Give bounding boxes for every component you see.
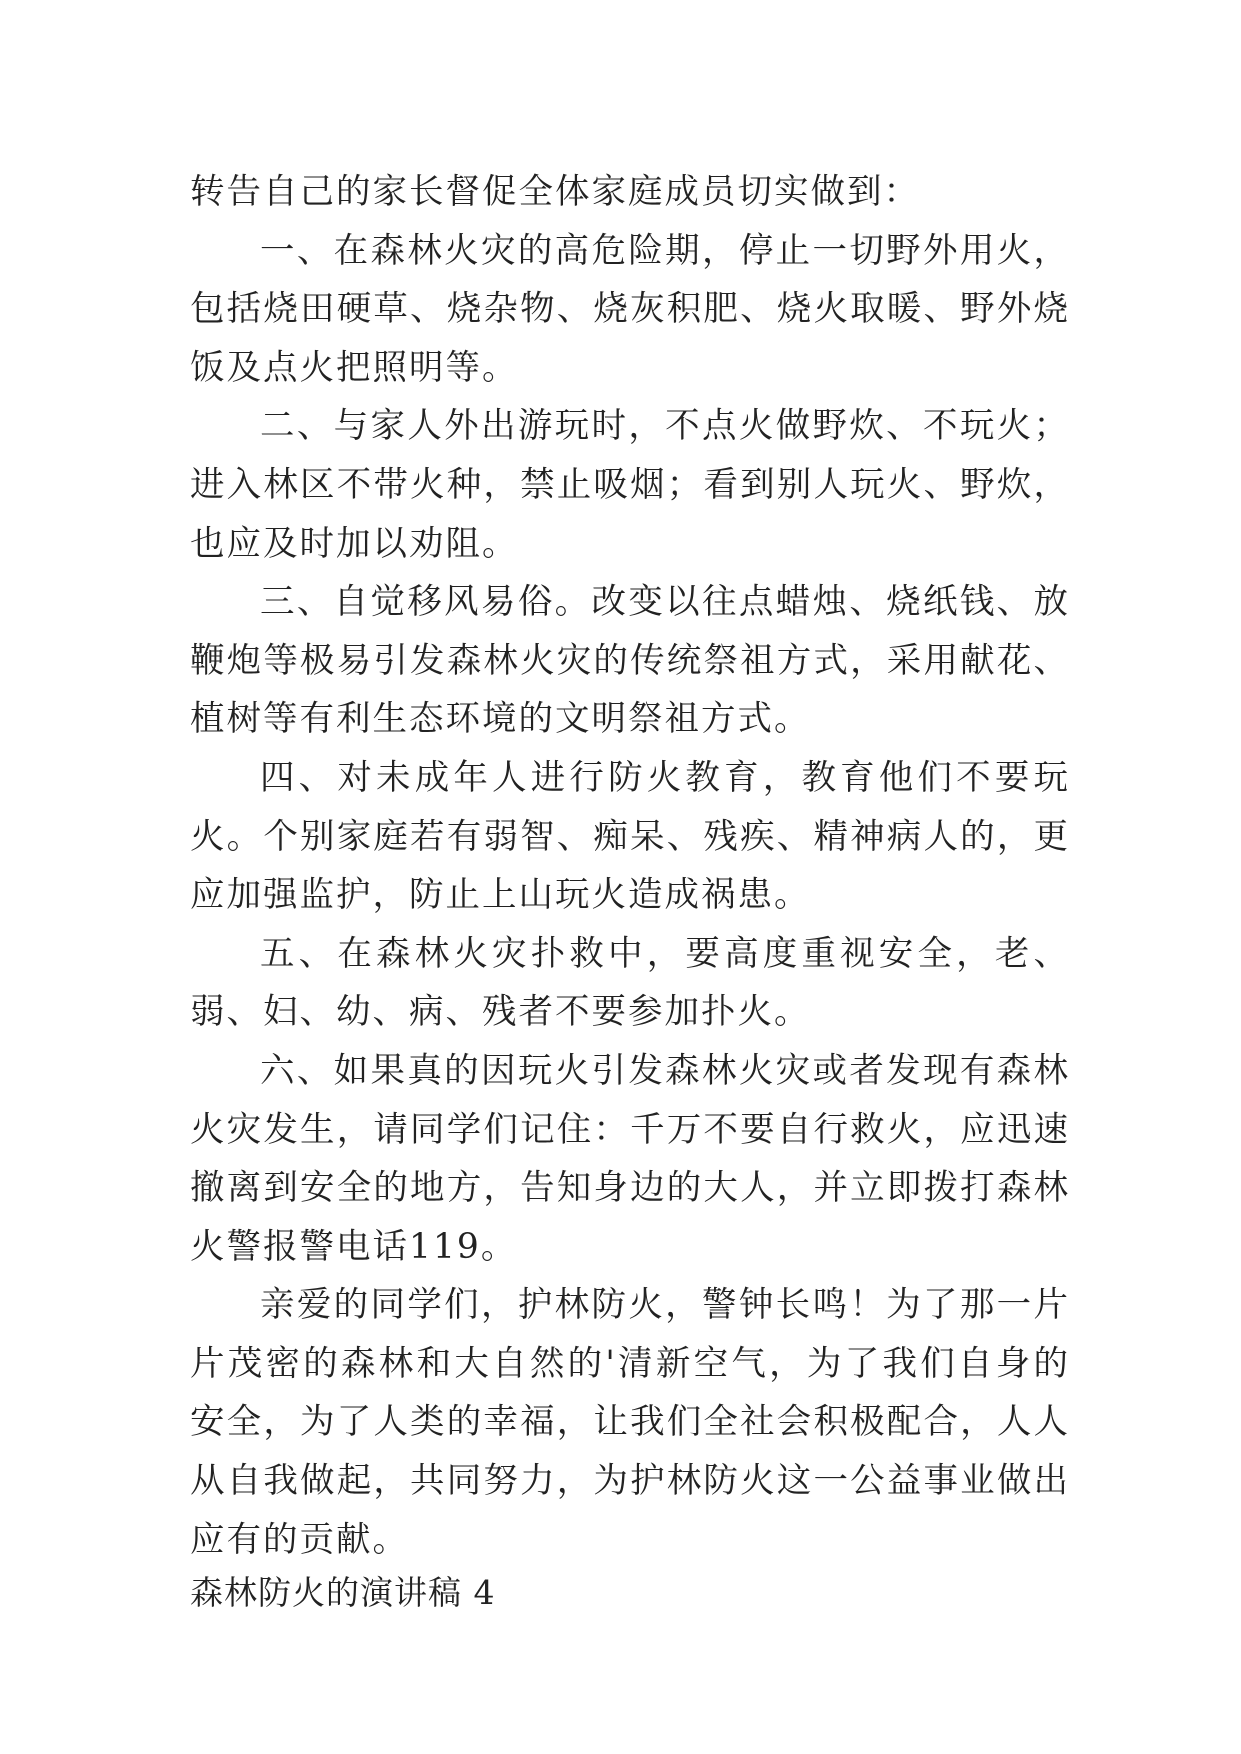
document-body bbox=[190, 163, 1070, 1617]
section-heading: 森林防火的演讲稿 4 bbox=[190, 1573, 496, 1613]
paragraph-item-5: 五、在森林火灾扑救中，要高度重视安全，老、弱、妇、幼、病、残者不要参加扑火。 bbox=[190, 933, 1070, 1033]
paragraph-item-6: 六、如果真的因玩火引发森林火灾或者发现有森林火灾发生，请同学们记住：千万不要自行救火，应迅速撤离到安全的地方，告知身边的大人，并立即拨打森林火警报警电话119。 bbox=[190, 1050, 1070, 1267]
paragraph-item-2: 二、与家人外出游玩时，不点火做野炊、不玩火；进入林区不带火种，禁止吸烟；看到别人玩火、野炊，也应及时加以劝阻。 bbox=[190, 406, 1070, 564]
paragraph-item-4: 四、对未成年人进行防火教育，教育他们不要玩火。个别家庭若有弱智、痴呆、残疾、精神病人的，更应加强监护，防止上山玩火造成祸患。 bbox=[190, 757, 1070, 916]
paragraph-item-3: 三、自觉移风易俗。改变以往点蜡烛、烧纸钱、放鞭炮等极易引发森林火灾的传统祭祖方式，采用献花、植树等有利生态环境的文明祭祖方式。 bbox=[190, 582, 1070, 740]
paragraph-intro: 转告自己的家长督促全体家庭成员切实做到： bbox=[190, 172, 920, 212]
paragraph-item-1: 一、在森林火灾的高危险期，停止一切野外用火，包括烧田硬草、烧杂物、烧灰积肥、烧火取暖、野外烧饭及点火把照明等。 bbox=[190, 230, 1070, 388]
paragraph-closing: 亲爱的同学们，护林防火，警钟长鸣！为了那一片片茂密的森林和大自然的'清新空气，为了我们自身的安全，为了人类的幸福，让我们全社会积极配合，人人从自我做起，共同努力，为护林防火这一公益事业做出应有的贡献。 bbox=[190, 1285, 1070, 1560]
